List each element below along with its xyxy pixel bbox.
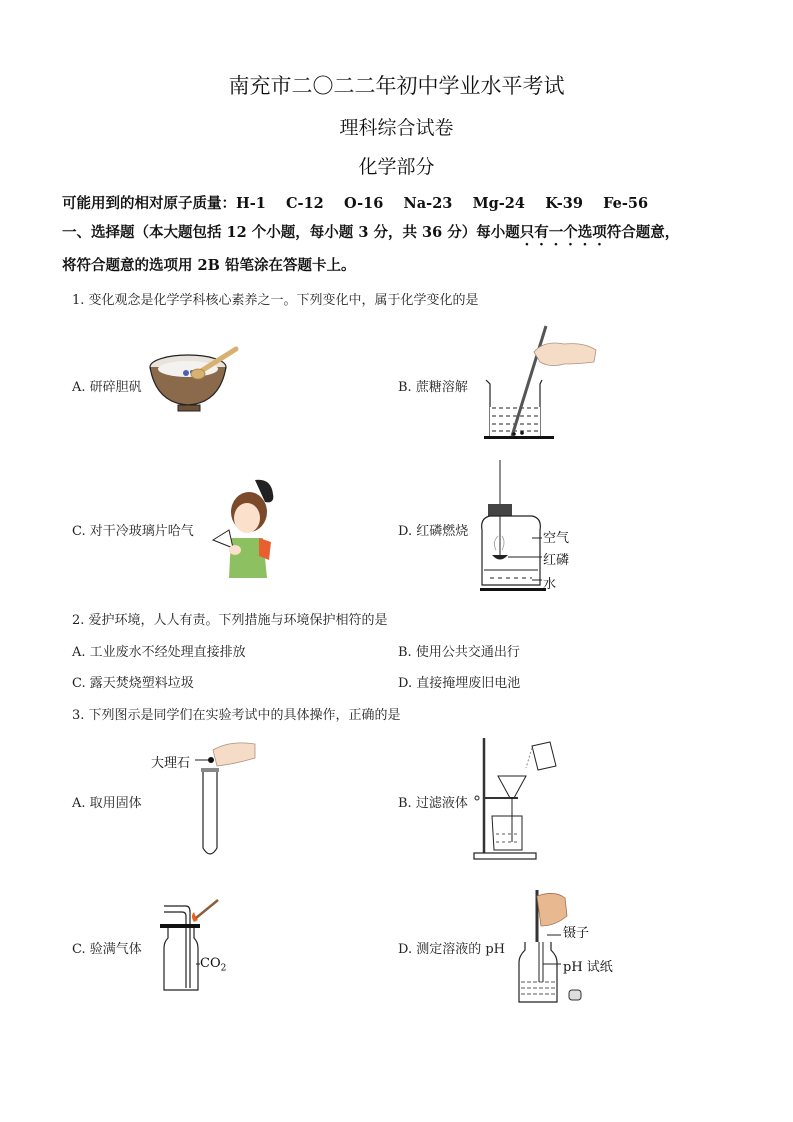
beaker-stirring-figure bbox=[484, 322, 599, 442]
mass-na: Na-23 bbox=[403, 195, 453, 212]
girl-breathing-figure bbox=[205, 478, 285, 583]
q3-option-c[interactable]: C. 验满气体 bbox=[72, 942, 142, 957]
q3-option-d[interactable]: D. 测定溶液的 pH bbox=[398, 942, 506, 957]
label-water: 水 bbox=[543, 577, 557, 592]
label-air: 空气 bbox=[543, 531, 570, 546]
instructions-line1 bbox=[62, 221, 679, 242]
instructions-part1: 一、选择题（本大题包括 12 个小题，每小题 3 分，共 36 分）每小题 bbox=[62, 224, 520, 241]
co2-formula: CO bbox=[200, 956, 221, 971]
exam-subtitle: 理科综合试卷 bbox=[339, 117, 454, 139]
q2-option-a[interactable]: A. 工业废水不经处理直接排放 bbox=[72, 645, 246, 660]
emphasis-char: 只 bbox=[519, 224, 535, 241]
emphasis-char: 选 bbox=[577, 224, 593, 241]
emphasis-char: 项 bbox=[592, 224, 607, 241]
question-2-stem: 2. 爱护环境，人人有责。下列措施与环境保护相符的是 bbox=[72, 613, 388, 628]
mass-k: K-39 bbox=[545, 195, 583, 212]
question-3-stem: 3. 下列图示是同学们在实验考试中的具体操作，正确的是 bbox=[72, 708, 401, 723]
mass-fe: Fe-56 bbox=[603, 195, 649, 212]
emphasis-char: 一 bbox=[548, 224, 564, 241]
question-1-stem: 1. 变化观念是化学学科核心素养之一。下列变化中，属于化学变化的是 bbox=[72, 293, 479, 308]
phosphorus-jar-figure bbox=[480, 460, 590, 595]
q1-option-a[interactable]: A. 研碎胆矾 bbox=[72, 380, 142, 395]
mass-c: C-12 bbox=[286, 195, 324, 212]
label-marble: 大理石 bbox=[151, 756, 191, 771]
q3-option-b[interactable]: B. 过滤液体 bbox=[398, 796, 468, 811]
mass-h: H-1 bbox=[236, 195, 266, 212]
emphasis-char: 有 bbox=[534, 224, 549, 241]
mortar-pestle-figure bbox=[148, 345, 243, 425]
co2-subscript: 2 bbox=[220, 963, 227, 974]
instructions-part2: 符合题意， bbox=[606, 224, 680, 241]
label-red-phosphorus: 红磷 bbox=[543, 553, 570, 568]
q3-option-a[interactable]: A. 取用固体 bbox=[72, 796, 142, 811]
q2-option-c[interactable]: C. 露天焚烧塑料垃圾 bbox=[72, 676, 194, 691]
label-tweezers: 镊子 bbox=[563, 926, 590, 941]
q2-option-d[interactable]: D. 直接掩埋废旧电池 bbox=[398, 676, 521, 691]
atomic-masses-label: 可能用到的相对原子质量： bbox=[62, 195, 236, 212]
exam-title: 南充市二〇二二年初中学业水平考试 bbox=[228, 74, 565, 98]
mass-o: O-16 bbox=[343, 195, 384, 212]
test-tube-figure bbox=[195, 740, 260, 860]
gas-bottle-figure bbox=[160, 898, 225, 993]
emphasis-char: 个 bbox=[563, 224, 578, 241]
q1-option-b[interactable]: B. 蔗糖溶解 bbox=[398, 380, 468, 395]
q1-option-c[interactable]: C. 对干冷玻璃片哈气 bbox=[72, 524, 194, 539]
q2-option-b[interactable]: B. 使用公共交通出行 bbox=[398, 645, 520, 660]
q1-option-d[interactable]: D. 红磷燃烧 bbox=[398, 524, 469, 539]
ph-test-figure bbox=[515, 886, 590, 1011]
atomic-masses bbox=[62, 192, 648, 213]
label-ph-paper: pH 试纸 bbox=[563, 960, 613, 975]
section-title: 化学部分 bbox=[358, 156, 435, 178]
label-co2 bbox=[200, 956, 226, 974]
filtration-figure bbox=[474, 738, 574, 863]
instructions-line2: 将符合题意的选项用 2B 铅笔涂在答题卡上。 bbox=[62, 257, 356, 274]
mass-mg: Mg-24 bbox=[472, 195, 525, 212]
